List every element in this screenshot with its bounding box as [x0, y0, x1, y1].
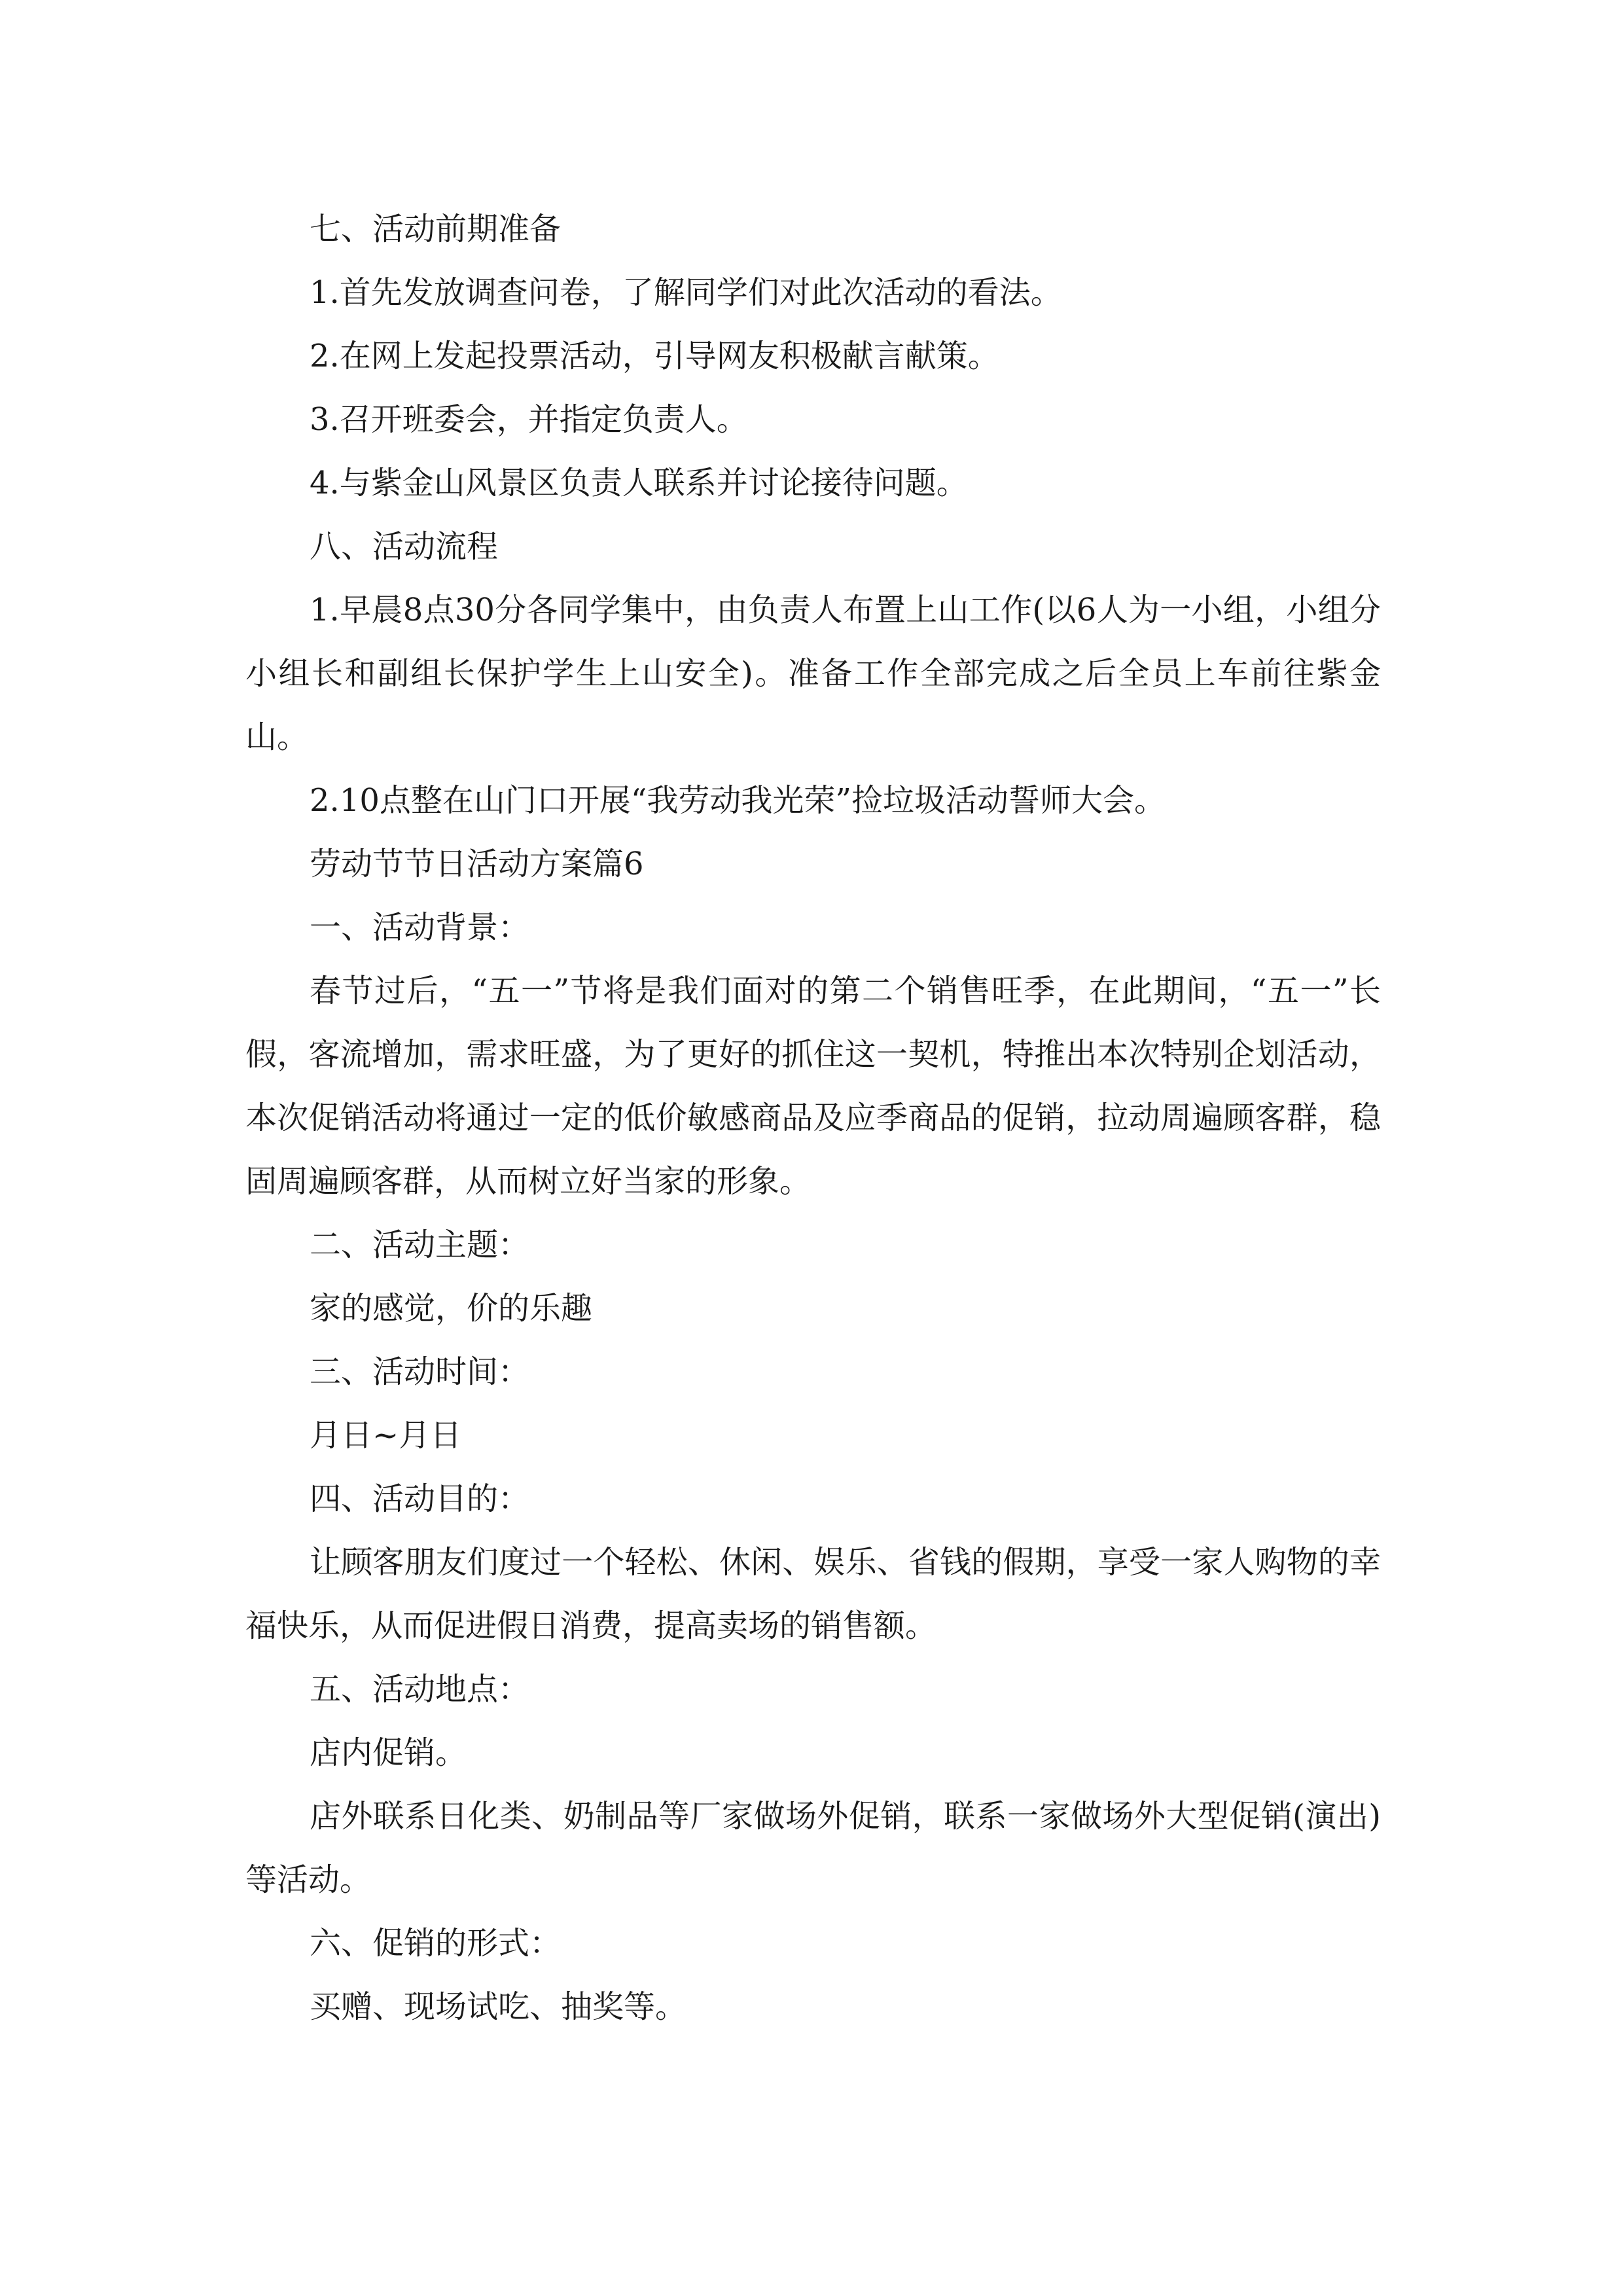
body-paragraph: 店内促销。 [310, 1734, 467, 1771]
section-heading: 四、活动目的： [310, 1480, 530, 1517]
body-paragraph: 买赠、现场试吃、抽奖等。 [310, 1988, 687, 2025]
section-heading: 一、活动背景： [310, 909, 530, 946]
document-body [245, 198, 1381, 2039]
section-heading: 七、活动前期准备 [310, 211, 562, 247]
section-heading: 六、促销的形式： [310, 1925, 562, 1962]
section-heading: 三、活动时间： [310, 1354, 530, 1390]
section-heading: 五、活动地点： [310, 1671, 530, 1708]
body-paragraph: 店外联系日化类、奶制品等厂家做场外促销，联系一家做场外大型促销(演出)等活动。 [245, 1798, 1381, 1898]
section-heading: 八、活动流程 [310, 528, 499, 565]
body-paragraph: 春节过后，“五一”节将是我们面对的第二个销售旺季，在此期间，“五一”长假，客流增加，需求旺盛，为了更好的抓住这一契机，特推出本次特别企划活动，本次促销活动将通过一定的低价敏感商品及应季商品的促销，拉动周遍顾客群，稳固周遍顾客群，从而树立好当家的形象。 [245, 973, 1381, 1200]
list-item: 2.在网上发起投票活动，引导网友积极献言献策。 [310, 338, 999, 374]
section-heading: 二、活动主题： [310, 1227, 530, 1263]
list-item: 4.与紫金山风景区负责人联系并讨论接待问题。 [310, 465, 968, 501]
body-paragraph: 家的感觉，价的乐趣 [310, 1290, 593, 1327]
list-item: 3.召开班委会，并指定负责人。 [310, 401, 748, 438]
list-item: 2.10点整在山门口开展“我劳动我光荣”捡垃圾活动誓师大会。 [310, 782, 1166, 819]
article-title: 劳动节节日活动方案篇6 [310, 846, 644, 882]
list-item: 1.早晨8点30分各同学集中，由负责人布置上山工作(以6人为一小组，小组分小组长和副组长保护学生上山安全)。准备工作全部完成之后全员上车前往紫金山。 [245, 592, 1381, 755]
body-paragraph: 月日~月日 [310, 1417, 462, 1454]
list-item: 1.首先发放调查问卷，了解同学们对此次活动的看法。 [310, 274, 1062, 311]
body-paragraph: 让顾客朋友们度过一个轻松、休闲、娱乐、省钱的假期，享受一家人购物的幸福快乐，从而促进假日消费，提高卖场的销售额。 [245, 1544, 1381, 1644]
